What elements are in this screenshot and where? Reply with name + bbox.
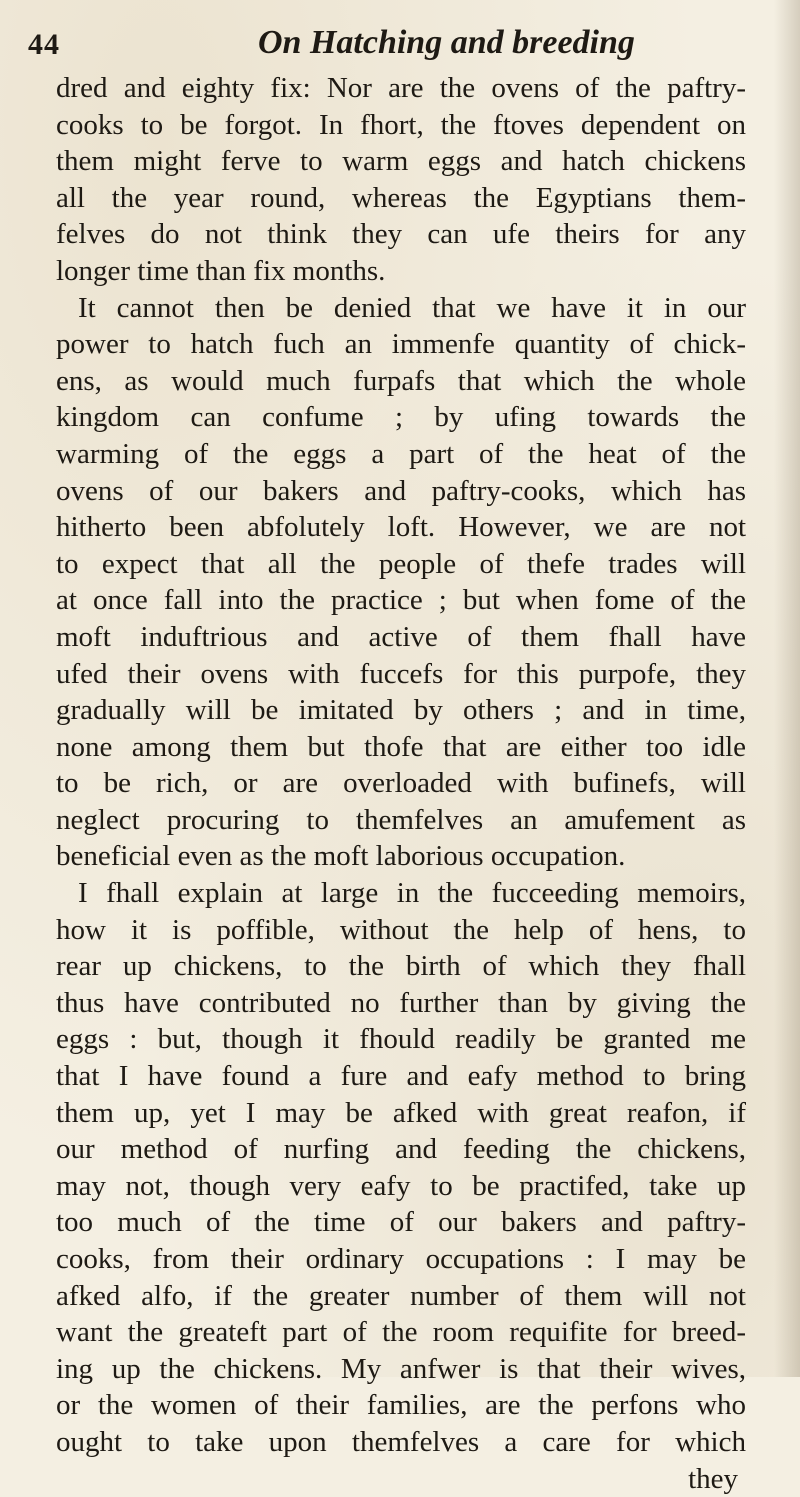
text-line: to expect that all the people of thefe trades will — [56, 547, 746, 580]
page-header — [28, 14, 740, 70]
text-line: ought to take upon themfelves a care for which — [56, 1425, 746, 1458]
text-line: I fhall explain at large in the fucceeding memoirs, — [78, 877, 746, 910]
text-line: beneficial even as the moft laborious occupation. — [56, 840, 626, 873]
text-line: none among them but thofe that are either too idle — [56, 730, 746, 763]
text-line: neglect procuring to themfelves an amufement as — [56, 803, 746, 836]
text-line: ovens of our bakers and paftry-cooks, which has — [56, 474, 746, 507]
body-text — [56, 70, 746, 1497]
text-line: them up, yet I may be afked with great reafon, if — [56, 1096, 746, 1129]
text-line: our method of nurfing and feeding the chickens, — [56, 1133, 746, 1166]
text-line: how it is poffible, without the help of hens, to — [56, 913, 746, 946]
text-line: power to hatch fuch an immenfe quantity of chick- — [56, 328, 746, 361]
text-line: want the greateft part of the room requifite for breed- — [56, 1316, 746, 1349]
text-line: kingdom can confume ; by ufing towards the — [56, 401, 746, 434]
text-line: may not, though very eafy to be practifed, take up — [56, 1169, 746, 1202]
text-line: longer time than fix months. — [56, 254, 386, 287]
text-line: It cannot then be denied that we have it in our — [78, 291, 746, 324]
text-line: warming of the eggs a part of the heat of the — [56, 437, 746, 470]
text-line: rear up chickens, to the birth of which they fhall — [56, 950, 746, 983]
text-line: that I have found a fure and eafy method to bring — [56, 1060, 746, 1093]
page-number: 44 — [28, 28, 60, 61]
text-line: cooks, from their ordinary occupations : I may be — [56, 1243, 746, 1275]
text-line: ing up the chickens. My anfwer is that their wives, — [56, 1352, 746, 1385]
text-line: to be rich, or are overloaded with bufinefs, will — [56, 767, 746, 800]
text-line: afked alfo, if the greater number of them will not — [56, 1279, 746, 1312]
text-line: thus have contributed no further than by giving the — [56, 986, 746, 1019]
text-line: at once fall into the practice ; but when fome of the — [56, 584, 746, 617]
text-line: eggs : but, though it fhould readily be granted me — [56, 1023, 746, 1056]
catchword: they — [688, 1462, 738, 1495]
text-line: hitherto been abfolutely loft. However, we are not — [56, 511, 746, 544]
text-line: felves do not think they can ufe theirs for any — [56, 218, 746, 251]
text-line: dred and eighty fix: Nor are the ovens of the paftry- — [56, 72, 746, 104]
text-line: all the year round, whereas the Egyptians them- — [56, 181, 746, 214]
running-head: On Hatching and breeding — [258, 24, 635, 61]
text-line: gradually will be imitated by others ; and in time, — [56, 694, 746, 727]
text-line: too much of the time of our bakers and paftry- — [56, 1206, 746, 1239]
text-line: or the women of their families, are the perfons who — [56, 1389, 746, 1422]
text-line: cooks to be forgot. In fhort, the ftoves dependent on — [56, 108, 746, 141]
catchword-row — [56, 1461, 746, 1497]
text-line: ens, as would much furpafs that which the whole — [56, 364, 746, 397]
text-line: ufed their ovens with fuccefs for this purpofe, they — [56, 657, 746, 690]
text-line: them might ferve to warm eggs and hatch chickens — [56, 145, 746, 178]
text-line: moft induftrious and active of them fhall have — [56, 620, 746, 653]
